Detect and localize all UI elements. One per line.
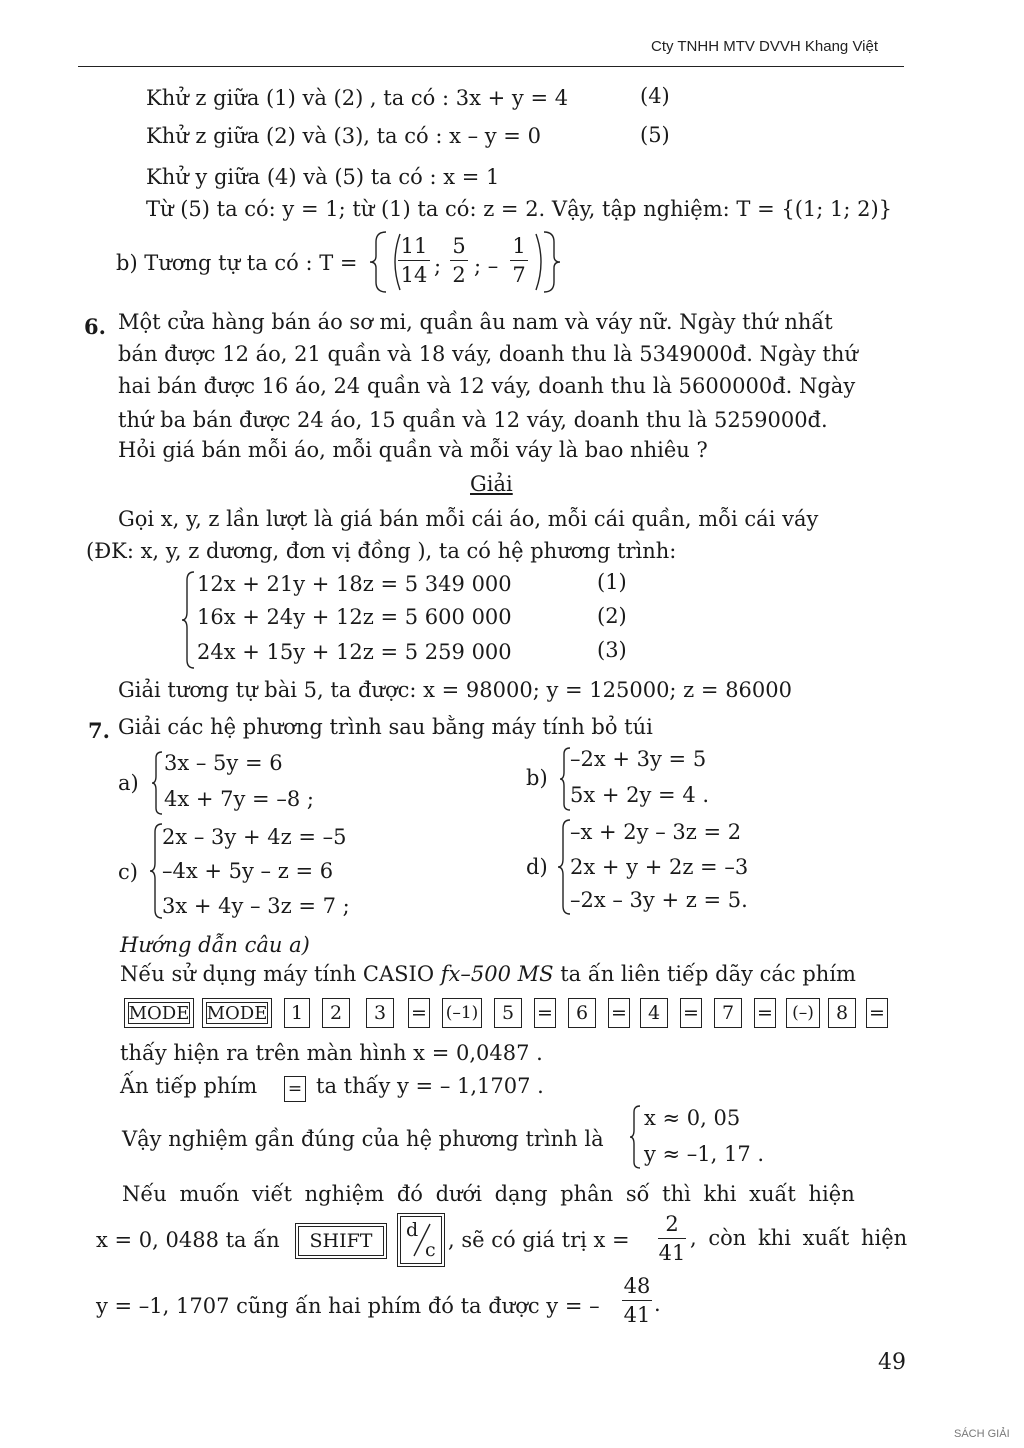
key-equals: = xyxy=(680,998,702,1028)
q7c-eq-2: –4x + 5y – z = 6 xyxy=(162,859,334,883)
key-6: 6 xyxy=(568,998,596,1028)
q7a-eq-2: 4x + 7y = –8 ; xyxy=(164,787,314,811)
key-equals-inline: = xyxy=(284,1076,306,1102)
key-2: 2 xyxy=(322,998,350,1028)
q7b-eq-1: –2x + 3y = 5 xyxy=(570,747,707,771)
q7a-eq-1: 3x – 5y = 6 xyxy=(164,751,283,775)
key-3: 3 xyxy=(366,998,394,1028)
key-shift: SHIFT xyxy=(298,1226,384,1256)
fraction-11-14: 11 14 xyxy=(398,234,430,287)
guide-title: Hướng dẫn câu a) xyxy=(120,933,310,957)
q7-number: 7. xyxy=(88,718,110,743)
q7b-eq-2: 5x + 2y = 4 . xyxy=(570,783,710,807)
key-mode: MODE xyxy=(124,998,194,1028)
key-equals: = xyxy=(534,998,556,1028)
q6-equation-1: 12x + 21y + 18z = 5 349 000 xyxy=(197,572,512,596)
q6-line: Hỏi giá bán mỗi áo, mỗi quần và mỗi váy là bao nhiêu ? xyxy=(118,438,708,462)
q6-line: bán được 12 áo, 21 quần và 18 váy, doanh thu là 5349000đ. Ngày thứ xyxy=(118,342,858,366)
sep-1: ; xyxy=(434,254,442,278)
guide-line-2: thấy hiện ra trên màn hình x = 0,0487 . xyxy=(120,1041,543,1065)
guide-line-3-post: ta thấy y = – 1,1707 . xyxy=(316,1074,544,1098)
fraction-line-3-pre: y = –1, 1707 cũng ấn hai phím đó ta được y = – xyxy=(96,1294,600,1318)
key-equals: = xyxy=(408,998,430,1028)
approx-y: y ≈ –1, 17 . xyxy=(644,1142,765,1166)
guide-line-3-pre: Ấn tiếp phím xyxy=(120,1074,258,1098)
header-rule xyxy=(78,66,904,67)
prev-line-4: Từ (5) ta có: y = 1; từ (1) ta có: z = 2. Vậy, tập nghiệm: T = {(1; 1; 2)} xyxy=(146,197,893,221)
fraction-1-7: 1 7 xyxy=(510,234,528,287)
system-brace xyxy=(182,570,196,670)
q7c-eq-1: 2x – 3y + 4z = –5 xyxy=(162,825,347,849)
prev-line-3: Khử y giữa (4) và (5) ta có : x = 1 xyxy=(146,165,500,189)
key-1: 1 xyxy=(284,998,310,1028)
key-equals: = xyxy=(754,998,776,1028)
calculator-model: fx–500 MS xyxy=(440,962,554,986)
prev-line-2-number: (5) xyxy=(640,123,670,147)
q7b-label: b) xyxy=(526,766,548,790)
key-negative: (–1) xyxy=(442,998,482,1028)
page-number: 49 xyxy=(878,1350,906,1375)
q7-title: Giải các hệ phương trình sau bằng máy tính bỏ túi xyxy=(118,715,653,739)
brace-approx xyxy=(630,1104,642,1170)
key-negative: (–) xyxy=(786,998,820,1028)
brace-a xyxy=(152,750,164,816)
key-5: 5 xyxy=(494,998,522,1028)
q6-result: Giải tương tự bài 5, ta được: x = 98000; y = 125000; z = 86000 xyxy=(118,678,792,702)
fraction-line-3-post: . xyxy=(654,1292,661,1316)
q6-line: Một cửa hàng bán áo sơ mi, quần âu nam và váy nữ. Ngày thứ nhất xyxy=(118,310,833,334)
fraction-line-2-pre: x = 0, 0488 ta ấn xyxy=(96,1228,280,1252)
prev-line-2: Khử z giữa (2) và (3), ta có : x – y = 0 xyxy=(146,124,541,148)
fraction-line-1: Nếu muốn viết nghiệm đó dưới dạng phân số thì khi xuất hiện xyxy=(122,1182,855,1206)
fraction-line-2-mid: , sẽ có giá trị x = xyxy=(448,1228,630,1252)
prev-b-prefix: b) Tương tự ta có : T = xyxy=(116,251,358,275)
sep-2: ; – xyxy=(474,254,499,278)
key-equals: = xyxy=(608,998,630,1028)
q6-equation-1-number: (1) xyxy=(597,570,627,594)
key-dc-bottom: c xyxy=(425,1239,436,1261)
key-equals: = xyxy=(866,998,888,1028)
guide-line-1: Nếu sử dụng máy tính CASIO fx–500 MS ta ấn liên tiếp dãy các phím xyxy=(120,962,856,986)
approx-x: x ≈ 0, 05 xyxy=(644,1106,741,1130)
q6-number: 6. xyxy=(84,314,106,339)
q6-line: thứ ba bán được 24 áo, 15 quần và 12 váy, doanh thu là 5259000đ. xyxy=(118,408,828,432)
prev-line-1-number: (4) xyxy=(640,84,670,108)
site-logo: SÁCH GIẢI xyxy=(954,1428,1010,1440)
key-8: 8 xyxy=(828,998,856,1028)
approx-pre: Vậy nghiệm gần đúng của hệ phương trình là xyxy=(122,1127,604,1151)
publisher-header: Cty TNHH MTV DVVH Khang Việt xyxy=(651,38,879,55)
q6-equation-2: 16x + 24y + 12z = 5 600 000 xyxy=(197,605,512,629)
key-dc xyxy=(400,1216,442,1264)
key-dc-top: d xyxy=(406,1219,419,1241)
q6-equation-2-number: (2) xyxy=(597,604,627,628)
fraction-y: 48 41 xyxy=(623,1274,651,1327)
prev-line-1: Khử z giữa (1) và (2) , ta có : 3x + y = 4 xyxy=(146,86,569,110)
q6-solution-title: Giải xyxy=(470,472,513,496)
q6-equation-3: 24x + 15y + 12z = 5 259 000 xyxy=(197,640,512,664)
q7a-label: a) xyxy=(118,771,139,795)
q7d-label: d) xyxy=(526,855,548,879)
q7c-label: c) xyxy=(118,860,138,884)
key-4: 4 xyxy=(640,998,668,1028)
q6-equation-3-number: (3) xyxy=(597,638,627,662)
q7d-eq-3: –2x – 3y + z = 5. xyxy=(570,888,748,912)
fraction-x: 2 41 xyxy=(658,1212,686,1265)
fraction-5-2: 5 2 xyxy=(450,234,468,287)
q7c-eq-3: 3x + 4y – 3z = 7 ; xyxy=(162,894,350,918)
q6-solution-line-1: Gọi x, y, z lần lượt là giá bán mỗi cái áo, mỗi cái quần, mỗi cái váy xyxy=(118,507,819,531)
q7d-eq-2: 2x + y + 2z = –3 xyxy=(570,855,749,879)
key-7: 7 xyxy=(714,998,742,1028)
q7d-eq-1: –x + 2y – 3z = 2 xyxy=(570,820,742,844)
q6-solution-line-2: (ĐK: x, y, z dương, đơn vị đồng ), ta có hệ phương trình: xyxy=(86,539,677,563)
q6-line: hai bán được 16 áo, 24 quần và 12 váy, doanh thu là 5600000đ. Ngày xyxy=(118,374,856,398)
fraction-line-2-post: , còn khi xuất hiện xyxy=(690,1226,908,1250)
key-mode: MODE xyxy=(202,998,272,1028)
